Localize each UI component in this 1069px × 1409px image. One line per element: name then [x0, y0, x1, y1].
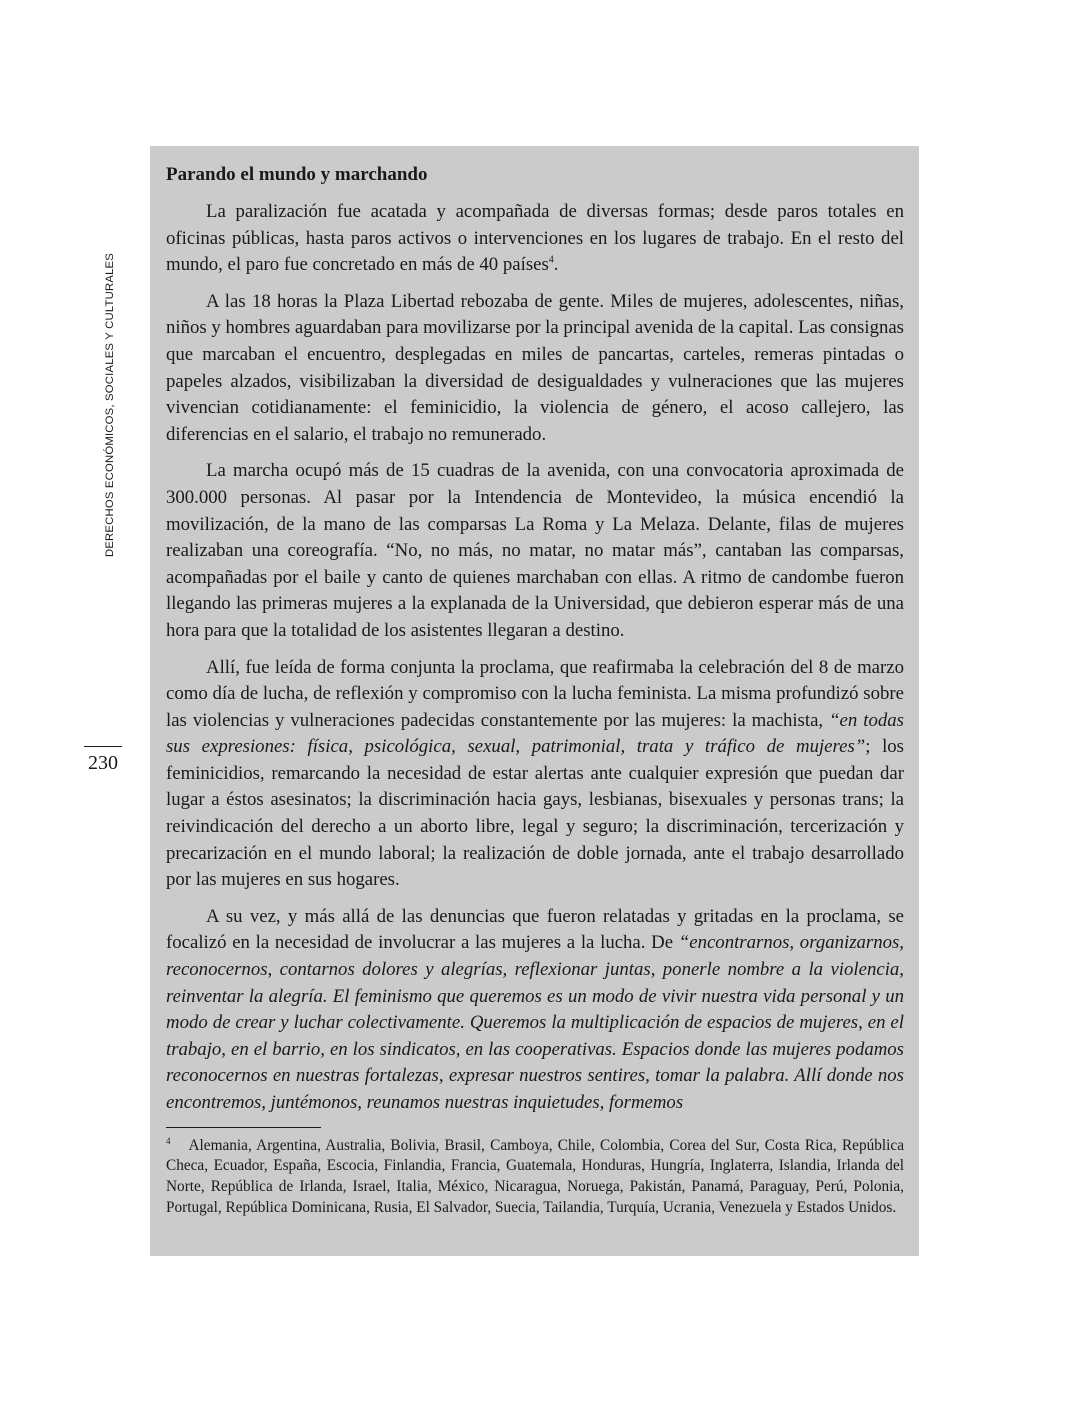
paragraph-2: A las 18 horas la Plaza Libertad rebozaba de gente. Miles de mujeres, adolescentes, niñas, niños y hombres aguardaban para movilizarse por la principal avenida de la capital. Las consignas que marcaban el encuentro, desplegadas en miles de pancartas, carteles, remeras pintadas o papeles alzados, visibilizaban la diversidad de desigualdades y vulneraciones que las mujeres vivencian cotidianamente: el feminicidio, la violencia de género, el acoso callejero, las diferencias en el salario, el trabajo no remunerado. [166, 290, 904, 445]
paragraph-3: La marcha ocupó más de 15 cuadras de la avenida, con una convocatoria aproximada de 300.000 personas. Al pasar por la Intendencia de Montevideo, la música encendió la movilización, de la mano de las comparsas La Roma y La Melaza. Delante, filas de mujeres realizaban una coreografía. “No, no más, no matar, no matar más”, cantaban las comparsas, acompañadas por el baile y canto de quienes marchaban con ellas. A ritmo de candombe fueron llegando las primeras mujeres a la explanada de la Universidad, que debieron esperar más de una hora para que la totalidad de los asistentes llegaran a destino. [166, 460, 904, 641]
footnote-rule [166, 1127, 321, 1128]
quote-italic: “encontrarnos, organizarnos, reconocernos, contarnos dolores y alegrías, reflexionar juntas, ponerle nombre a la violencia, reinventar la alegría. El feminismo que queremos es un modo de vivir nuestra vida personal y un modo de crear y luchar colectivamente. Queremos la multiplicación de espacios de mujeres, en el trabajo, en el barrio, en los sindicatos, en las cooperativas. Espacios donde las mujeres podamos reconocernos en nuestras fortalezas, expresar nuestros sentires, tomar la palabra. Allí donde nos encontremos, juntémonos, reunamos nuestras inquietudes, formemos [166, 932, 904, 1113]
paragraph-4: Allí, fue leída de forma conjunta la proclama, que reafirmaba la celebración del 8 de marzo como día de lucha, de reflexión y compromiso con la lucha feminista. La misma profundizó sobre las violencias y vulneraciones padecidas constantemente por las mujeres: la machista, “en todas sus expresiones: física, psicológica, sexual, patrimonial, trata y tráfico de mujeres”; los feminicidios, remarcando la necesidad de estar alertas ante cualquier expresión que puedan dar lugar a éstos asesinatos; la discriminación hacia gays, lesbianas, bisexuales y personas trans; la reivindicación del derecho a un aborto libre, legal y seguro; la discriminación, tercerización y precarización en el mundo laboral; la realización de doble jornada, ante el trabajo desarrollado por las mujeres en sus hogares. [166, 656, 904, 891]
footnote-reference[interactable]: 4 [548, 254, 554, 266]
quote-italic: “en todas sus expresiones: física, psicológica, sexual, patrimonial, trata y tráfico de mujeres” [166, 709, 904, 758]
shaded-text-box [150, 146, 919, 1256]
page-number-rule [84, 746, 122, 747]
paragraph-5: A su vez, y más allá de las denuncias que fueron relatadas y gritadas en la proclama, se focalizó en la necesidad de involucrar a las mujeres a la lucha. De “encontrarnos, organizarnos, reconocernos, contarnos dolores y alegrías, reflexionar juntas, ponerle nombre a la violencia, reinventar la alegría. El feminismo que queremos es un modo de vivir nuestra vida personal y un modo de crear y luchar colectivamente. Queremos la multiplicación de espacios de mujeres, en el trabajo, en el barrio, en los sindicatos, en las cooperativas. Espacios donde las mujeres podamos reconocernos en nuestras fortalezas, expresar nuestros sentires, tomar la palabra. Allí donde nos encontremos, juntémonos, reunamos nuestras inquietudes, formemos [166, 905, 904, 1113]
section-title: Parando el mundo y marchando [166, 164, 428, 185]
paragraph-1: La paralización fue acatada y acompañada de diversas formas; desde paros totales en oficinas públicas, hasta paros activos o intervenciones en los lugares de trabajo. En el resto del mundo, el paro fue concretado en más de 40 países$^4$. [166, 201, 904, 276]
page-number: 230 [88, 752, 118, 774]
footnote-mark: 4 [166, 1135, 171, 1146]
running-header [100, 246, 120, 564]
footnote [166, 1136, 904, 1219]
footnote-text: Alemania, Argentina, Australia, Bolivia, Brasil, Camboya, Chile, Colombia, Corea del Sur, Costa Rica, República Checa, Ecuador, España, Escocia, Finlandia, Francia, Guatemala, Honduras, Hungría, Inglaterra, Islandia, Irlanda del Norte, República de Irlanda, Israel, Italia, México, Nicaragua, Noruega, Pakistán, Panamá, Paraguay, Perú, Polonia, Portugal, República Dominicana, Rusia, El Salvador, Suecia, Tailandia, Turquía, Ucrania, Venezuela y Estados Unidos. [166, 1136, 904, 1216]
running-header-text: DERECHOS ECONÓMICOS, SOCIALES Y CULTURALES [104, 252, 116, 558]
